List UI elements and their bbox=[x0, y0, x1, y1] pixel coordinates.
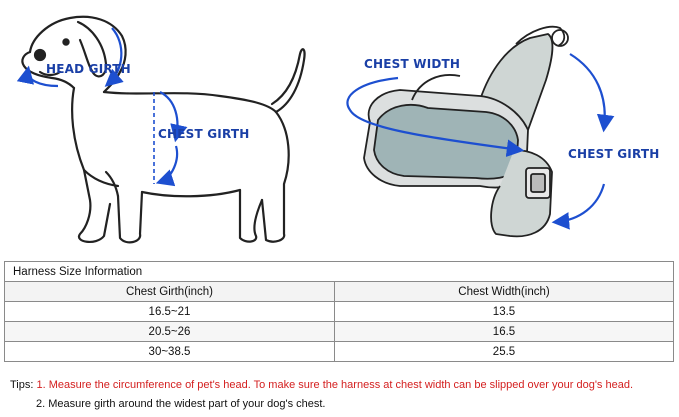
chest-width-label: CHEST WIDTH bbox=[364, 57, 461, 71]
table-row bbox=[5, 322, 674, 342]
cell-chest-width: 13.5 bbox=[335, 302, 674, 322]
cell-chest-width: 16.5 bbox=[335, 322, 674, 342]
size-table-wrap bbox=[4, 261, 674, 362]
cell-chest-girth: 30~38.5 bbox=[5, 342, 335, 362]
head-girth-label: HEAD GIRTH bbox=[46, 62, 131, 76]
tip-chest-girth: 2. Measure girth around the widest part of your dog's chest. bbox=[36, 398, 326, 410]
cell-chest-girth: 20.5~26 bbox=[5, 322, 335, 342]
size-table bbox=[4, 261, 674, 362]
table-row bbox=[5, 302, 674, 322]
table-row bbox=[5, 342, 674, 362]
chest-girth-dog-label: CHEST GIRTH bbox=[158, 127, 250, 141]
table-header-row bbox=[5, 282, 674, 302]
table-caption-row bbox=[5, 262, 674, 282]
col-header-chest-width: Chest Width(inch) bbox=[335, 282, 674, 302]
tip-head-circumference: 1. Measure the circumference of pet's head. To make sure the harness at chest width can be slipped over your dog's head. bbox=[36, 379, 634, 391]
tips-line-1 bbox=[10, 376, 633, 395]
cell-chest-girth: 16.5~21 bbox=[5, 302, 335, 322]
chest-girth-harness-label: CHEST GIRTH bbox=[568, 147, 660, 161]
tips-prefix: Tips: bbox=[10, 379, 34, 391]
col-header-chest-girth: Chest Girth(inch) bbox=[5, 282, 335, 302]
cell-chest-width: 25.5 bbox=[335, 342, 674, 362]
table-caption: Harness Size Information bbox=[5, 262, 674, 282]
tips-section bbox=[10, 376, 633, 414]
